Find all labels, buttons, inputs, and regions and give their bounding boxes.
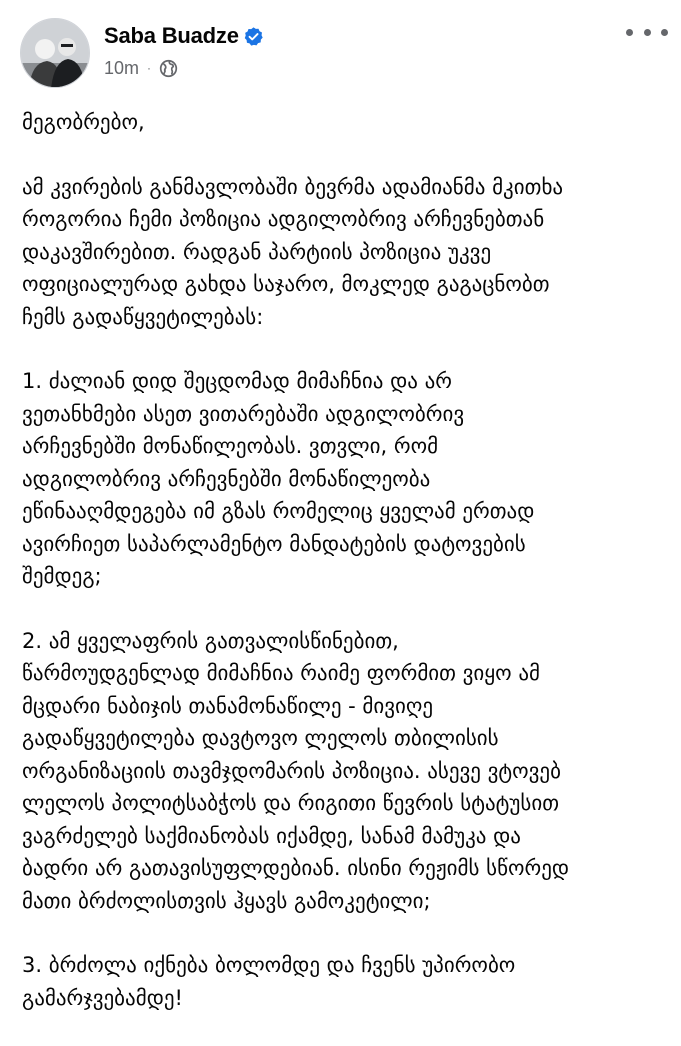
post-paragraph: ამ კვირების განმავლობაში ბევრმა ადამიანმა მკითხა როგორია ჩემი პოზიცია ადგილობრივ არჩევნებთან დაკავშირებით. რადგან პარტიის პოზიცია უკვე ოფიციალურად გახდა საჯარო, მოკლედ გაგაცნობთ ჩემს გადაწყვეტილებას: <box>22 174 564 329</box>
avatar[interactable] <box>20 18 90 88</box>
globe-icon[interactable] <box>159 59 178 78</box>
profile-photo-icon <box>21 19 90 88</box>
post-paragraph: მეგობრებო, <box>22 110 145 134</box>
meta-separator: · <box>147 61 152 75</box>
more-options-button[interactable] <box>626 22 668 42</box>
post-body <box>22 106 672 1046</box>
post-timestamp[interactable]: 10m <box>104 57 140 78</box>
more-dot-icon <box>626 29 633 36</box>
verified-badge-icon <box>243 26 264 47</box>
more-dot-icon <box>661 29 668 36</box>
post-paragraph: 2. ამ ყველაფრის გათვალისწინებით, წარმოუდგენლად მიმაჩნია რაიმე ფორმით ვიყო ამ მცდარი ნაბიჯის თანამონაწილე - მივიღე გადაწყვეტილება დავტოვო ლელოს თბილისის ორგანიზაციის თავმჯდომარის პოზიცია. ასევე ვტოვებ ლელოს პოლიტსაბჭოს და რიგითი წევრის სტატუსით ვაგრძელებ საქმიანობას იქამდე, სანამ მამუკა და ბადრი არ გათავისუფლდებიან. ისინი რეჟიმს სწორედ მათი ბრძოლისთვის ჰყავს გამოკეტილი; <box>22 628 570 913</box>
post-paragraph: 3. ბრძოლა იქნება ბოლომდე და ჩვენს უპირობო გამარჯვებამდე! <box>22 953 516 1010</box>
post-header <box>0 0 681 96</box>
post-paragraph: 1. ძალიან დიდ შეცდომად მიმაჩნია და არ ვეთანხმები ასეთ ვითარებაში ადგილობრივ არჩევნებში მონაწილეობას. ვთვლი, რომ ადგილობრივ არჩევნებში მონაწილეობა ეწინააღმდეგება იმ გზას რომელიც ყველამ ერთად ავირჩიეთ საპარლამენტო მანდატების დატოვების შემდეგ; <box>22 369 535 588</box>
author-name[interactable]: Saba Buadze <box>104 23 239 48</box>
more-dot-icon <box>644 29 651 36</box>
post-meta <box>104 56 178 80</box>
